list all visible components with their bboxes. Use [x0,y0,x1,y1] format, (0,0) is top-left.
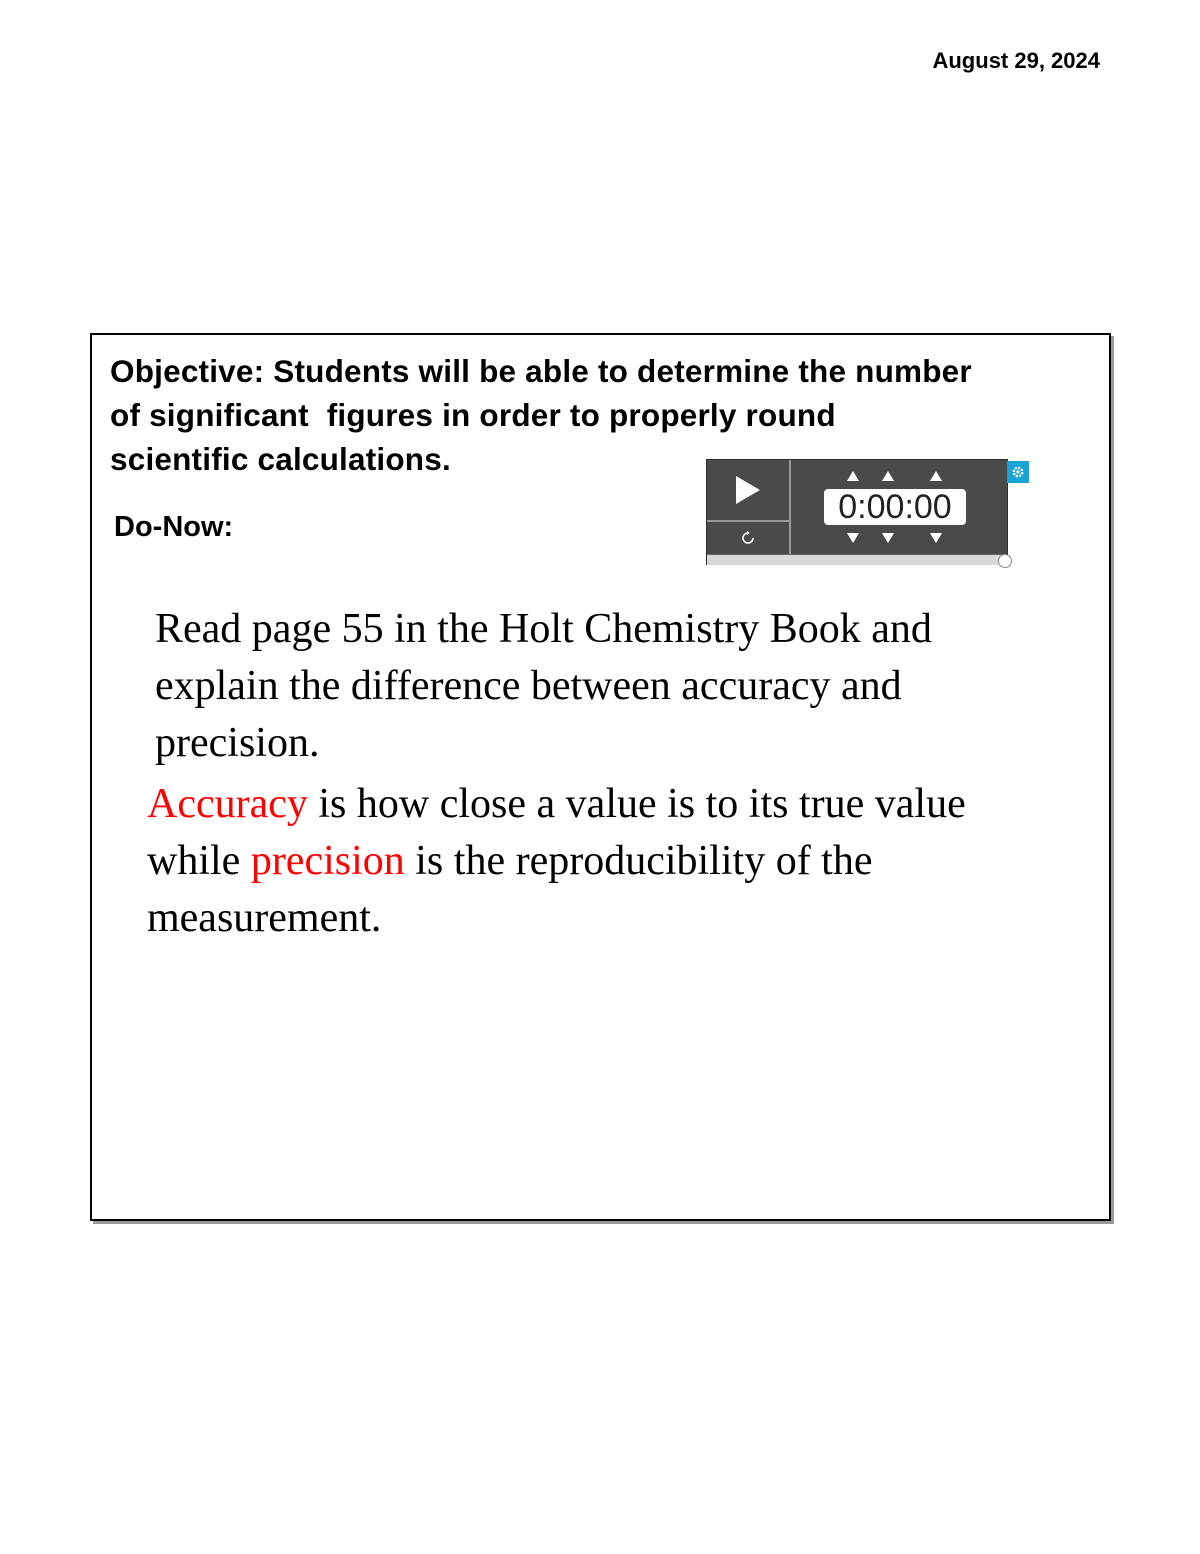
minutes-down-arrow-icon[interactable] [881,532,895,544]
decrement-arrows [791,532,1007,546]
timer-display-area [791,460,1007,554]
seconds-up-arrow-icon[interactable] [929,470,943,482]
term-accuracy: Accuracy [147,781,308,827]
timer-display: 0:00:00 [824,489,966,525]
reset-button[interactable] [707,522,789,554]
donow-label: Do-Now: [114,511,234,543]
resize-handle[interactable] [998,554,1012,568]
play-button[interactable] [707,460,789,522]
answer-text [147,776,1047,947]
reset-icon [741,531,755,545]
page-date: August 29, 2024 [932,48,1100,73]
hours-down-arrow-icon[interactable] [846,532,860,544]
timer-widget [706,459,1008,565]
timer-base-strip [707,554,1007,565]
play-icon [735,475,761,505]
hours-up-arrow-icon[interactable] [846,470,860,482]
term-precision: precision [250,838,405,884]
answer-part-1: is how close a value is to its true value while [147,781,966,884]
seconds-down-arrow-icon[interactable] [929,532,943,544]
gear-icon [1011,465,1025,479]
settings-button[interactable] [1007,461,1029,483]
increment-arrows [791,470,1007,484]
answer-part-2: is the reproducibility of the measurement. [147,838,873,941]
minutes-up-arrow-icon[interactable] [881,470,895,482]
timer-controls [707,460,791,554]
donow-prompt: Read page 55 in the Holt Chemistry Book and explain the difference between accuracy and precision. [155,606,932,766]
objective-text: Objective: Students will be able to determine the number of significant figures in order to properly round scientific calculations. [110,353,972,477]
